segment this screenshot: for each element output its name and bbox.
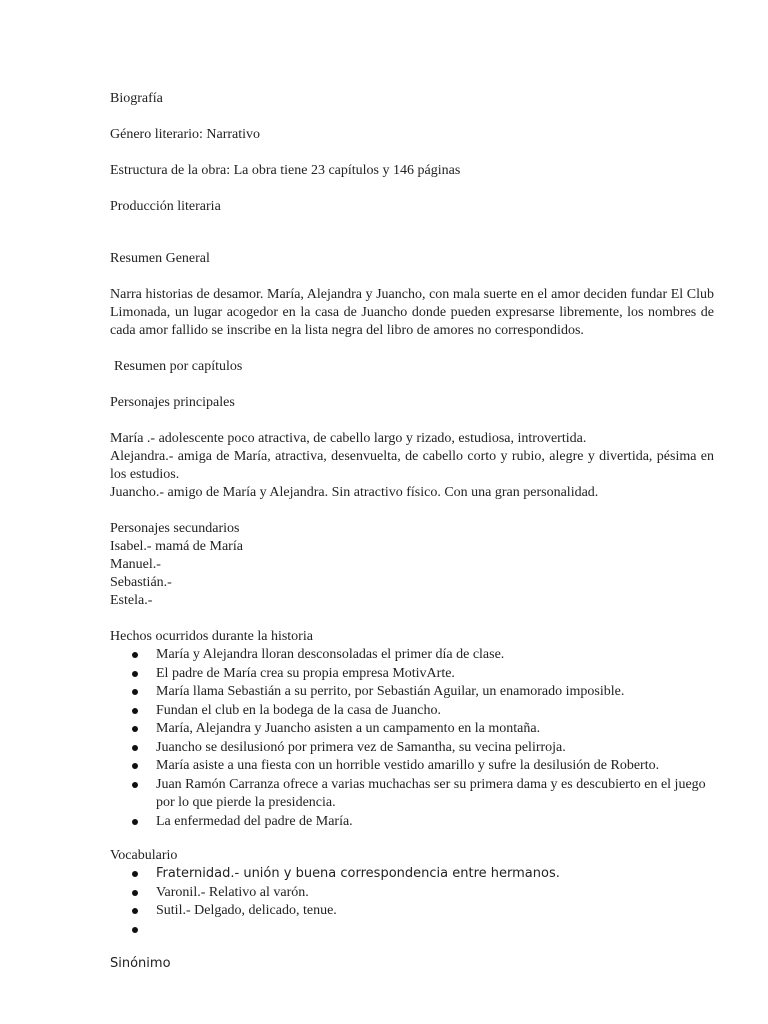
estructura-obra: Estructura de la obra: La obra tiene 23 capítulos y 146 páginas [110, 163, 461, 178]
hechos-title: Hechos ocurridos durante la historia [110, 629, 313, 644]
personaje-manuel: Manuel.- [110, 557, 161, 572]
list-item: Juancho se desilusionó por primera vez de Samantha, su vecina pelirroja. [110, 739, 714, 758]
list-item: María, Alejandra y Juancho asisten a un campamento en la montaña. [110, 720, 714, 739]
vocabulario-list [110, 865, 714, 939]
heading-biografia: Biografía [110, 91, 163, 106]
list-item: El padre de María crea su propia empresa MotivArte. [110, 665, 714, 684]
list-item: Fraternidad.- unión y buena correspondencia entre hermanos. [110, 865, 714, 884]
list-item: Sutil.- Delgado, delicado, tenue. [110, 902, 714, 921]
personajes-principales-list [110, 430, 714, 502]
resumen-general-title: Resumen General [110, 251, 210, 266]
personaje-estela: Estela.- [110, 593, 153, 608]
list-item: La enfermedad del padre de María. [110, 813, 714, 832]
list-item [110, 921, 714, 940]
personajes-secundarios-title: Personajes secundarios [110, 521, 240, 536]
produccion-literaria: Producción literaria [110, 199, 221, 214]
genero-literario: Género literario: Narrativo [110, 127, 261, 142]
list-item: Juan Ramón Carranza ofrece a varias muchachas ser su primera dama y es descubierto en el juego por lo que pierde la presidencia. [110, 776, 714, 813]
personaje-juancho: Juancho.- amigo de María y Alejandra. Sin atractivo físico. Con una gran personalidad. [110, 485, 599, 500]
resumen-capitulos-title: Resumen por capítulos [114, 359, 243, 374]
personajes-secundarios-block [110, 520, 714, 610]
resumen-general-text: Narra historias de desamor. María, Alejandra y Juancho, con mala suerte en el amor deciden fundar El Club Limonada, un lugar acogedor en la casa de Juancho donde pueden expresarse libremente, los nombres de cada amor fallido se inscribe en la lista negra del libro de amores no correspondidos. [110, 287, 714, 338]
hechos-block [110, 628, 714, 831]
list-item: María y Alejandra lloran desconsoladas el primer día de clase. [110, 646, 714, 665]
personajes-principales-title: Personajes principales [110, 395, 235, 410]
document-page [110, 90, 714, 973]
list-item: Fundan el club en la bodega de la casa de Juancho. [110, 702, 714, 721]
personaje-isabel: Isabel.- mamá de María [110, 539, 243, 554]
personaje-alejandra: Alejandra.- amiga de María, atractiva, desenvuelta, de cabello corto y rubio, alegre y divertida, pésima en los estudios. [110, 449, 714, 482]
list-item: María llama Sebastián a su perrito, por Sebastián Aguilar, un enamorado imposible. [110, 683, 714, 702]
vocabulario-block [110, 847, 714, 939]
personaje-maria: María .- adolescente poco atractiva, de cabello largo y rizado, estudiosa, introvertida. [110, 431, 587, 446]
personaje-sebastian: Sebastián.- [110, 575, 172, 590]
sinonimo-title: Sinónimo [110, 956, 171, 971]
list-item: María asiste a una fiesta con un horrible vestido amarillo y sufre la desilusión de Roberto. [110, 757, 714, 776]
hechos-list [110, 646, 714, 831]
vocabulario-title: Vocabulario [110, 848, 178, 863]
list-item: Varonil.- Relativo al varón. [110, 884, 714, 903]
